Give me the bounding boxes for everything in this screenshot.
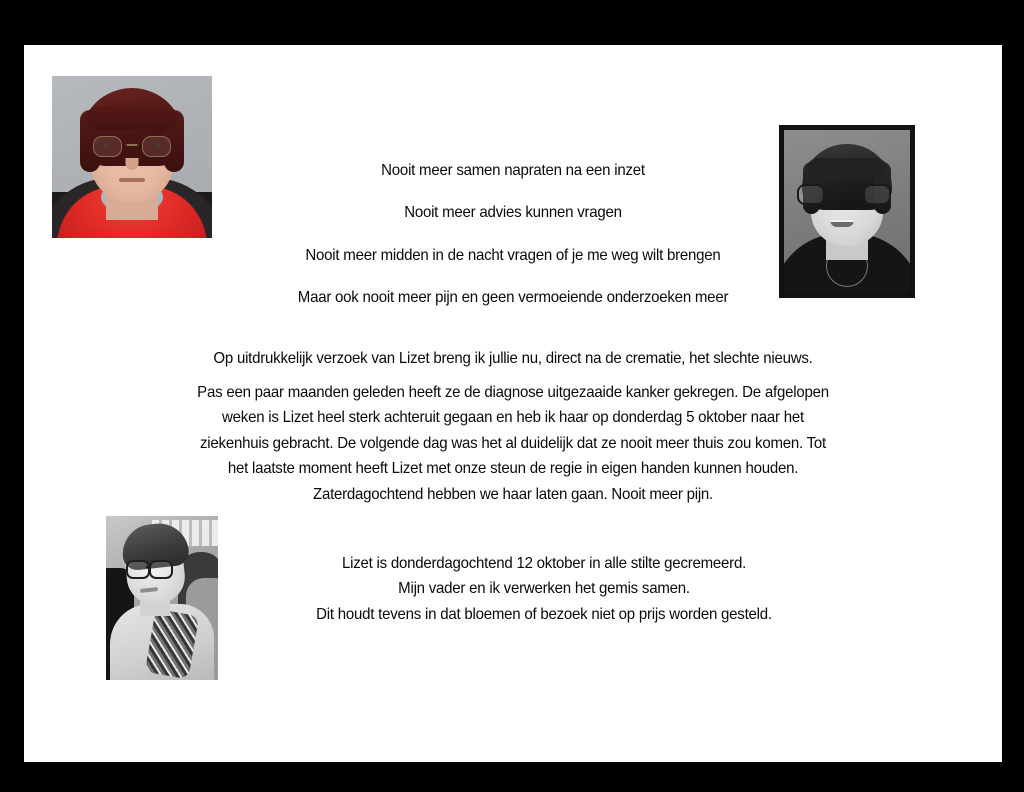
photo-portrait-color xyxy=(52,76,212,238)
poem-line-1: Nooit meer samen napraten na een inzet xyxy=(381,162,645,179)
poem-line-3: Nooit meer midden in de nacht vragen of je me weg wilt brengen xyxy=(305,246,721,264)
story-line-3: ziekenhuis gebracht. De volgende dag was het al duidelijk dat ze nooit meer thuis zou komen. Tot xyxy=(200,434,826,452)
closing-line-1: Lizet is donderdagochtend 12 oktober in alle stilte gecremeerd. xyxy=(341,555,747,572)
photo-glasses-right-lens xyxy=(149,560,173,579)
story-paragraph xyxy=(134,383,892,505)
photo-glasses-bridge xyxy=(839,191,848,193)
photo-inner xyxy=(784,130,910,293)
closing-line-2: Mijn vader en ik verwerken het gemis samen. xyxy=(398,580,690,598)
photo-glasses-bridge xyxy=(146,566,151,568)
photo-glasses-bridge xyxy=(127,144,138,146)
photo-mouth xyxy=(830,220,854,227)
intro-text: Op uitdrukkelijk verzoek van Lizet breng ik jullie nu, direct na de crematie, het slechte nieuws. xyxy=(213,350,813,367)
photo-glasses-right-lens xyxy=(863,184,891,205)
closing-paragraph xyxy=(224,554,864,625)
photo-fringe xyxy=(807,158,887,178)
poem-block xyxy=(224,161,802,309)
story-line-4: het laatste moment heeft Lizet met onze steun de regie in eigen handen kunnen houden. xyxy=(227,460,799,478)
memorial-card xyxy=(24,45,1002,762)
photo-fringe xyxy=(86,106,178,130)
closing-line-3: Dit houdt tevens in dat bloemen of bezoek niet op prijs worden gesteld. xyxy=(316,605,772,623)
photo-mouth xyxy=(119,178,145,182)
poem-line-4: Maar ook nooit meer pijn en geen vermoeiende onderzoeken meer xyxy=(297,289,729,307)
story-line-2: weken is Lizet heel sterk achteruit gegaan en heb ik haar op donderdag 5 oktober naar het xyxy=(222,409,804,427)
story-line-1: Pas een paar maanden geleden heeft ze de diagnose uitgezaaide kanker gekregen. De afgelopen xyxy=(197,384,829,401)
intro-paragraph xyxy=(124,349,902,369)
photo-glasses-left-lens xyxy=(126,560,150,579)
story-line-5: Zaterdagochtend hebben we haar laten gaan. Nooit meer pijn. xyxy=(312,485,713,503)
photo-candid-black-white xyxy=(106,516,218,680)
photo-eye-right xyxy=(155,143,161,147)
photo-eye-left xyxy=(103,143,109,147)
poem-line-2: Nooit meer advies kunnen vragen xyxy=(404,204,622,222)
